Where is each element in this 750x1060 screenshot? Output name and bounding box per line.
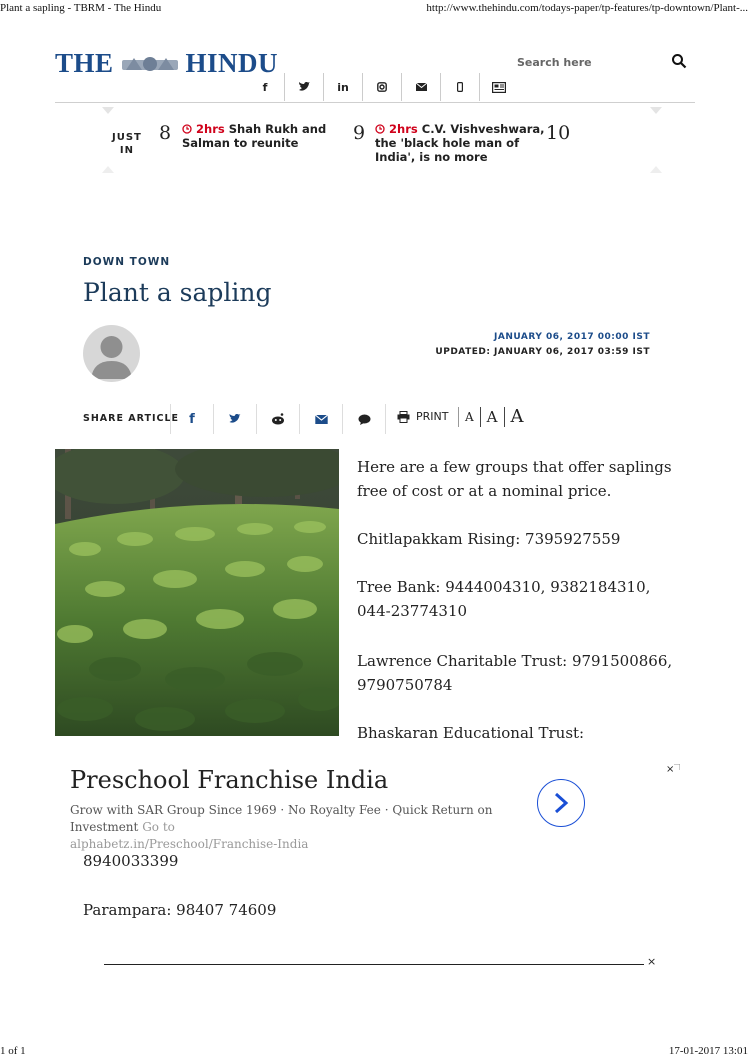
mobile-icon[interactable] xyxy=(441,73,480,101)
font-size-small-button[interactable]: A xyxy=(458,407,480,427)
close-icon[interactable]: × xyxy=(647,955,657,968)
search-icon[interactable] xyxy=(671,53,687,69)
font-size-controls xyxy=(458,407,530,427)
comment-icon[interactable] xyxy=(342,404,385,434)
article-paragraph: Tree Bank: 9444004310, 9382184310, 044-23774310 xyxy=(357,578,651,620)
social-links xyxy=(246,73,518,101)
just-in-headline-line2: Salman to reunite xyxy=(182,136,299,150)
article-paragraph: Bhaskaran Educational Trust: xyxy=(357,724,585,742)
site-logo[interactable] xyxy=(55,48,278,79)
chevron-right-icon xyxy=(553,792,569,814)
ad-title[interactable]: Preschool Franchise India xyxy=(70,766,389,794)
article-paragraph: Chitlapakkam Rising: 7395927559 xyxy=(357,530,621,548)
print-page-number: 1 of 1 xyxy=(0,1045,26,1057)
printer-icon xyxy=(397,411,410,423)
updated-date: UPDATED: JANUARY 06, 2017 03:59 IST xyxy=(435,347,650,357)
clock-icon xyxy=(182,124,192,134)
just-in-label: JUST IN xyxy=(112,132,142,156)
share-reddit-icon[interactable] xyxy=(256,404,299,434)
ad-description[interactable]: Grow with SAR Group Since 1969 · No Royalty Fee · Quick Return on Investment Go to alphabetz.in/Preschool/Franchise-India xyxy=(70,803,493,851)
just-in-headline-line3: India', is no more xyxy=(375,150,488,164)
just-in-item[interactable] xyxy=(375,122,545,164)
just-in-time: 2hrs xyxy=(389,122,418,136)
section-label[interactable]: DOWN TOWN xyxy=(83,256,171,268)
header-divider xyxy=(55,102,695,103)
twitter-icon[interactable] xyxy=(285,73,324,101)
just-in-prev-arrow[interactable] xyxy=(102,107,114,114)
facebook-icon[interactable]: f xyxy=(246,73,285,101)
share-divider xyxy=(385,404,387,434)
just-in-item[interactable] xyxy=(182,122,326,150)
published-date: JANUARY 06, 2017 00:00 IST xyxy=(494,332,650,342)
ad-open-button[interactable] xyxy=(537,779,585,827)
just-in-scroll-down-arrow-right[interactable] xyxy=(650,166,662,173)
crest-icon xyxy=(120,54,180,74)
print-page-url: http://www.thehindu.com/todays-paper/tp-features/tp-downtown/Plant-... xyxy=(426,2,748,14)
just-in-number: 9 xyxy=(353,122,366,144)
just-in-scroll-down-arrow[interactable] xyxy=(102,166,114,173)
print-label: PRINT xyxy=(416,410,449,423)
just-in-headline: C.V. Vishveshwara, xyxy=(421,122,545,136)
just-in-number: 10 xyxy=(546,122,571,144)
article-paragraph: 8940033399 xyxy=(83,852,179,870)
ad-url[interactable]: alphabetz.in/Preschool/Franchise-India xyxy=(70,837,309,851)
just-in-headline-line2: the 'black hole man of xyxy=(375,136,520,150)
print-datetime: 17-01-2017 13:01 xyxy=(668,1045,748,1057)
author-avatar xyxy=(83,325,140,382)
article-paragraph: Here are a few groups that offer saplings free of cost or at a nominal price. xyxy=(357,458,672,500)
font-size-large-button[interactable]: A xyxy=(504,407,530,427)
just-in-number: 8 xyxy=(159,122,172,144)
print-page-title: Plant a sapling - TBRM - The Hindu xyxy=(0,2,162,14)
logo-text-the: THE xyxy=(55,48,114,78)
logo-text-hindu: HINDU xyxy=(185,48,279,78)
share-facebook-icon[interactable]: f xyxy=(170,404,213,434)
clock-icon xyxy=(375,124,385,134)
article-image xyxy=(55,449,339,736)
epaper-icon[interactable] xyxy=(480,73,518,101)
ad-close-button[interactable]: × xyxy=(666,764,680,775)
sticky-bar-divider xyxy=(104,964,644,965)
instagram-icon[interactable] xyxy=(363,73,402,101)
share-twitter-icon[interactable] xyxy=(213,404,256,434)
article-paragraph: Parampara: 98407 74609 xyxy=(83,901,277,919)
just-in-time: 2hrs xyxy=(196,122,225,136)
print-button[interactable] xyxy=(397,410,448,423)
just-in-next-arrow[interactable] xyxy=(650,107,662,114)
share-buttons xyxy=(170,404,387,434)
font-size-medium-button[interactable]: A xyxy=(480,407,504,427)
share-mail-icon[interactable] xyxy=(299,404,342,434)
article-paragraph: Lawrence Charitable Trust: 9791500866, 9790750784 xyxy=(357,652,673,694)
ad-choices-icon xyxy=(674,764,680,770)
article-title: Plant a sapling xyxy=(83,278,272,307)
share-article-label: SHARE ARTICLE xyxy=(83,413,180,424)
linkedin-icon[interactable]: in xyxy=(324,73,363,101)
mail-icon[interactable] xyxy=(402,73,441,101)
just-in-headline: Shah Rukh and xyxy=(228,122,327,136)
search-input[interactable]: Search here xyxy=(517,56,592,69)
